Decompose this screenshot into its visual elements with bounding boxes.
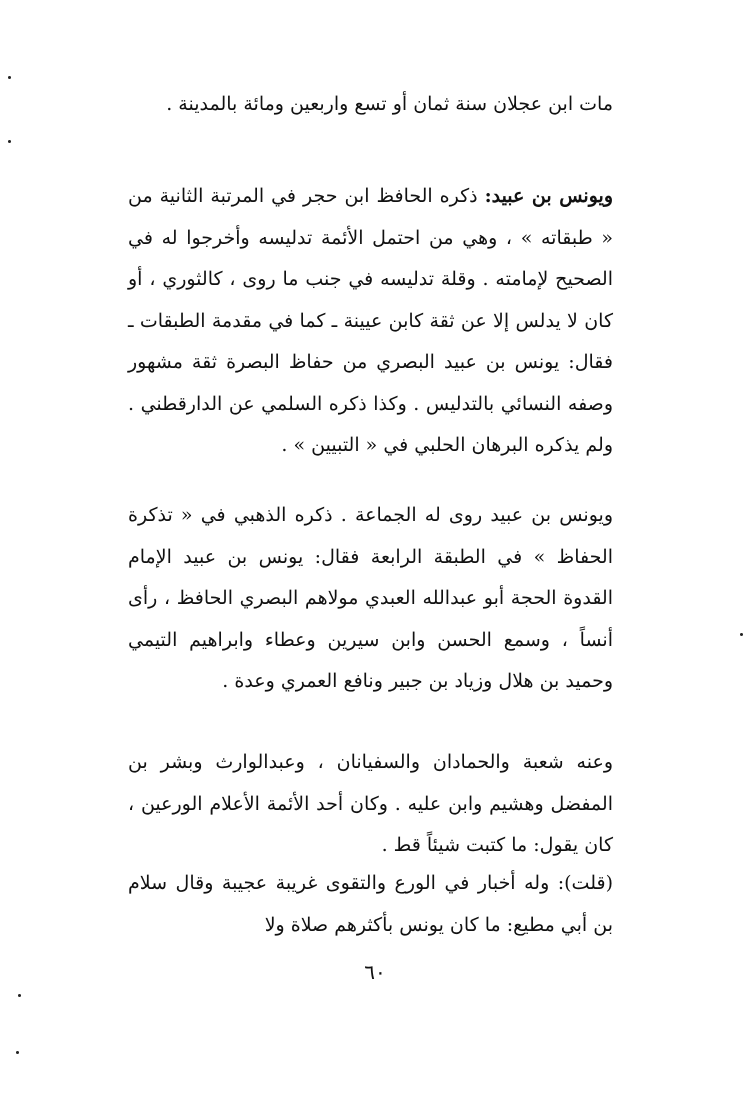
paragraph-heading: ويونس بن عبيد: — [484, 185, 614, 207]
paragraph-author-note — [128, 863, 613, 946]
paragraph-yunus-students — [128, 742, 613, 867]
scan-speck — [8, 140, 11, 143]
scan-speck — [18, 994, 21, 997]
paragraph-text: مات ابن عجلان سنة ثمان أو تسع واربعين ومائة بالمدينة . — [166, 93, 613, 115]
paragraph-yunus-tadhkira — [128, 495, 613, 703]
scan-speck — [16, 1051, 19, 1054]
page-number: ٦٠ — [364, 960, 386, 984]
paragraph-text: وعنه شعبة والحمادان والسفيانان ، وعبدالوارث وبشر بن المفضل وهشيم وابن عليه . وكان أحد الأئمة الأعلام الورعين ، كان يقول: ما كتبت شيئاً قط . — [128, 751, 613, 856]
scan-speck — [8, 76, 11, 79]
paragraph-text: (قلت): وله أخبار في الورع والتقوى غريبة عجيبة وقال سلام بن أبي مطيع: ما كان يونس بأكثرهم صلاة ولا — [128, 872, 613, 936]
paragraph-yunus-tadlis — [128, 176, 613, 467]
paragraph-ibn-ajlan-death — [128, 84, 613, 126]
paragraph-text: ويونس بن عبيد روى له الجماعة . ذكره الذهبي في « تذكرة الحفاظ » في الطبقة الرابعة فقال: يونس بن عبيد الإمام القدوة الحجة أبو عبدالله العبدي مولاهم البصري الحافظ ، رأى أنساً ، وسمع الحسن وابن سيرين وعطاء وابراهيم التيمي وحميد بن هلال وزياد بن جبير ونافع العمري وعدة . — [128, 504, 613, 692]
paragraph-text: ذكره الحافظ ابن حجر في المرتبة الثانية من « طبقاته » ، وهي من احتمل الأئمة تدليسه وأخرجوا له في الصحيح لإمامته . وقلة تدليسه في جنب ما روى ، كالثوري ، أو كان لا يدلس إلا عن ثقة كابن عيينة ـ كما في مقدمة الطبقات ـ فقال: يونس بن عبيد البصري من حفاظ البصرة ثقة مشهور وصفه النسائي بالتدليس . وكذا ذكره السلمي عن الدارقطني . ولم يذكره البرهان الحلبي في « التبيين » . — [128, 185, 613, 456]
scan-speck — [740, 633, 743, 636]
